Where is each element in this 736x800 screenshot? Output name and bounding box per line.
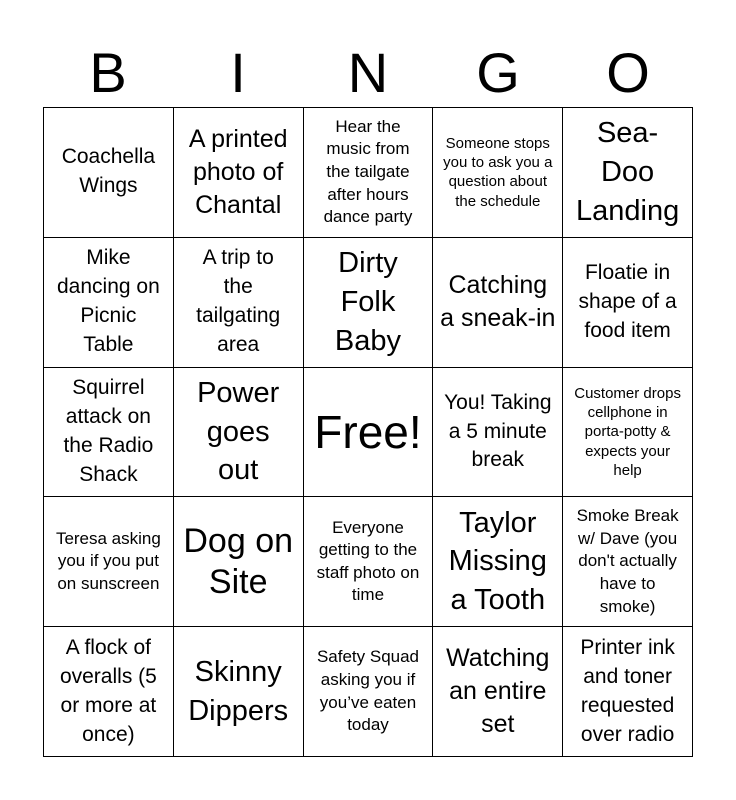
cell-text: Squirrel attack on the Radio Shack (63, 376, 154, 486)
bingo-cell (304, 497, 434, 627)
bingo-cell (563, 238, 693, 368)
bingo-cell (44, 497, 174, 627)
cell-text: Teresa asking you if you put on sunscreen (55, 528, 161, 594)
bingo-cell (563, 368, 693, 498)
cell-text: Mike dancing on Picnic Table (57, 246, 160, 357)
cell-text: Sea-Doo Landing (575, 117, 680, 227)
bingo-cell (304, 108, 434, 238)
bingo-cell (44, 627, 174, 757)
cell-text: Customer drops cellphone in porta-potty & expects your help (574, 385, 681, 479)
bingo-cell (174, 627, 304, 757)
cell-text: Dirty Folk Baby (334, 246, 402, 357)
bingo-grid (43, 107, 693, 757)
bingo-cell (433, 368, 563, 498)
free-space (304, 368, 434, 498)
bingo-cell (44, 238, 174, 368)
bingo-cell (44, 368, 174, 498)
cell-text: Coachella Wings (61, 145, 156, 198)
cell-text: A trip to the tailgating area (196, 246, 281, 357)
bingo-cell (44, 108, 174, 238)
bingo-cell (174, 368, 304, 498)
free-space-text: Free! (314, 405, 422, 458)
bingo-cell (563, 108, 693, 238)
cell-text: Someone stops you to ask you a question about the schedule (443, 135, 553, 210)
bingo-header (43, 40, 693, 106)
bingo-cell (174, 108, 304, 238)
cell-text: Smoke Break w/ Dave (you don't actually have to smoke) (576, 506, 679, 616)
bingo-cell (304, 238, 434, 368)
cell-text: Skinny Dippers (188, 655, 289, 727)
bingo-cell (433, 497, 563, 627)
bingo-cell (433, 627, 563, 757)
header-letter-o: O (606, 41, 650, 104)
cell-text: You! Taking a 5 minute break (444, 390, 552, 472)
bingo-cell (433, 108, 563, 238)
bingo-cell (433, 238, 563, 368)
cell-text: Catching a sneak-in (440, 270, 556, 333)
cell-text: A flock of overalls (5 or more at once) (59, 635, 157, 746)
cell-text: Watching an entire set (446, 643, 550, 739)
header-letter-n: N (347, 41, 389, 104)
cell-text: Dog on Site (183, 521, 294, 601)
bingo-cell (304, 627, 434, 757)
cell-text: Floatie in shape of a food item (578, 260, 677, 342)
header-letter-i: I (230, 41, 246, 104)
header-letter-b: B (89, 41, 127, 104)
cell-text: A printed photo of Chantal (188, 124, 288, 220)
cell-text: Hear the music from the tailgate after hours dance party (323, 116, 413, 227)
cell-text: Printer ink and toner requested over radio (580, 635, 675, 746)
cell-text: Power goes out (197, 376, 280, 487)
header-letter-g: G (476, 41, 520, 104)
bingo-cell (563, 627, 693, 757)
cell-text: Everyone getting to the staff photo on time (316, 517, 420, 605)
bingo-cell (174, 238, 304, 368)
bingo-cell (563, 497, 693, 627)
bingo-cell (174, 497, 304, 627)
cell-text: Taylor Missing a Tooth (448, 506, 547, 617)
cell-text: Safety Squad asking you if you’ve eaten today (316, 647, 420, 735)
